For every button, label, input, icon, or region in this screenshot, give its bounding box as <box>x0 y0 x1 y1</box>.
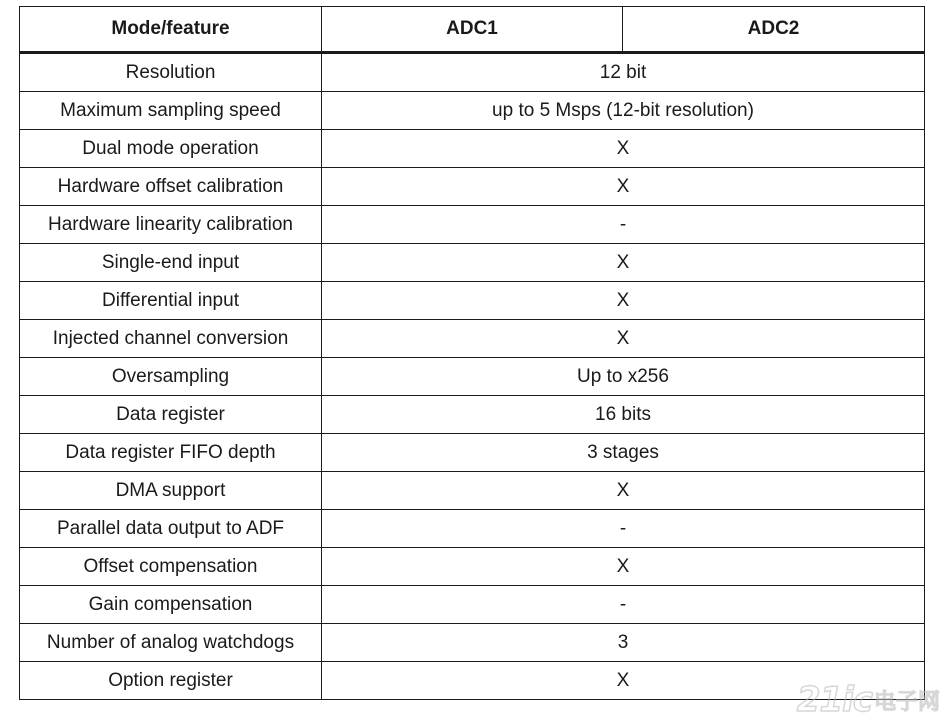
adc-feature-table <box>19 6 925 700</box>
feature-cell: Hardware linearity calibration <box>20 206 322 244</box>
feature-cell: Single-end input <box>20 244 322 282</box>
table-row <box>20 282 925 320</box>
value-cell: 3 stages <box>322 434 925 472</box>
table-row <box>20 206 925 244</box>
header-adc1: ADC1 <box>322 7 623 53</box>
table-row <box>20 548 925 586</box>
value-cell: 3 <box>322 624 925 662</box>
value-cell: X <box>322 662 925 700</box>
value-cell: X <box>322 168 925 206</box>
feature-cell: Dual mode operation <box>20 130 322 168</box>
feature-cell: DMA support <box>20 472 322 510</box>
feature-cell: Data register <box>20 396 322 434</box>
feature-cell: Number of analog watchdogs <box>20 624 322 662</box>
watermark-number: 21ic <box>796 680 872 720</box>
table-row <box>20 586 925 624</box>
feature-cell: Parallel data output to ADF <box>20 510 322 548</box>
feature-cell: Option register <box>20 662 322 700</box>
table-header-row <box>20 7 925 53</box>
feature-cell: Gain compensation <box>20 586 322 624</box>
feature-cell: Injected channel conversion <box>20 320 322 358</box>
value-cell: up to 5 Msps (12-bit resolution) <box>322 92 925 130</box>
table-row <box>20 396 925 434</box>
table-row <box>20 320 925 358</box>
table-row <box>20 244 925 282</box>
value-cell: 12 bit <box>322 53 925 92</box>
table-row <box>20 130 925 168</box>
feature-cell: Data register FIFO depth <box>20 434 322 472</box>
table-row <box>20 92 925 130</box>
table-row <box>20 358 925 396</box>
value-cell: X <box>322 472 925 510</box>
feature-cell: Hardware offset calibration <box>20 168 322 206</box>
table-row <box>20 624 925 662</box>
feature-cell: Maximum sampling speed <box>20 92 322 130</box>
watermark-chinese: 电子网 <box>873 689 940 715</box>
value-cell: X <box>322 244 925 282</box>
table-row <box>20 510 925 548</box>
table-row <box>20 53 925 92</box>
value-cell: Up to x256 <box>322 358 925 396</box>
value-cell: - <box>322 586 925 624</box>
table-row <box>20 434 925 472</box>
value-cell: X <box>322 282 925 320</box>
feature-cell: Oversampling <box>20 358 322 396</box>
header-adc2: ADC2 <box>623 7 925 53</box>
table-row <box>20 168 925 206</box>
value-cell: X <box>322 320 925 358</box>
feature-cell: Offset compensation <box>20 548 322 586</box>
table-row <box>20 662 925 700</box>
value-cell: - <box>322 206 925 244</box>
header-mode-feature: Mode/feature <box>20 7 322 53</box>
value-cell: X <box>322 548 925 586</box>
value-cell: 16 bits <box>322 396 925 434</box>
value-cell: - <box>322 510 925 548</box>
feature-cell: Resolution <box>20 53 322 92</box>
feature-cell: Differential input <box>20 282 322 320</box>
value-cell: X <box>322 130 925 168</box>
table-row <box>20 472 925 510</box>
